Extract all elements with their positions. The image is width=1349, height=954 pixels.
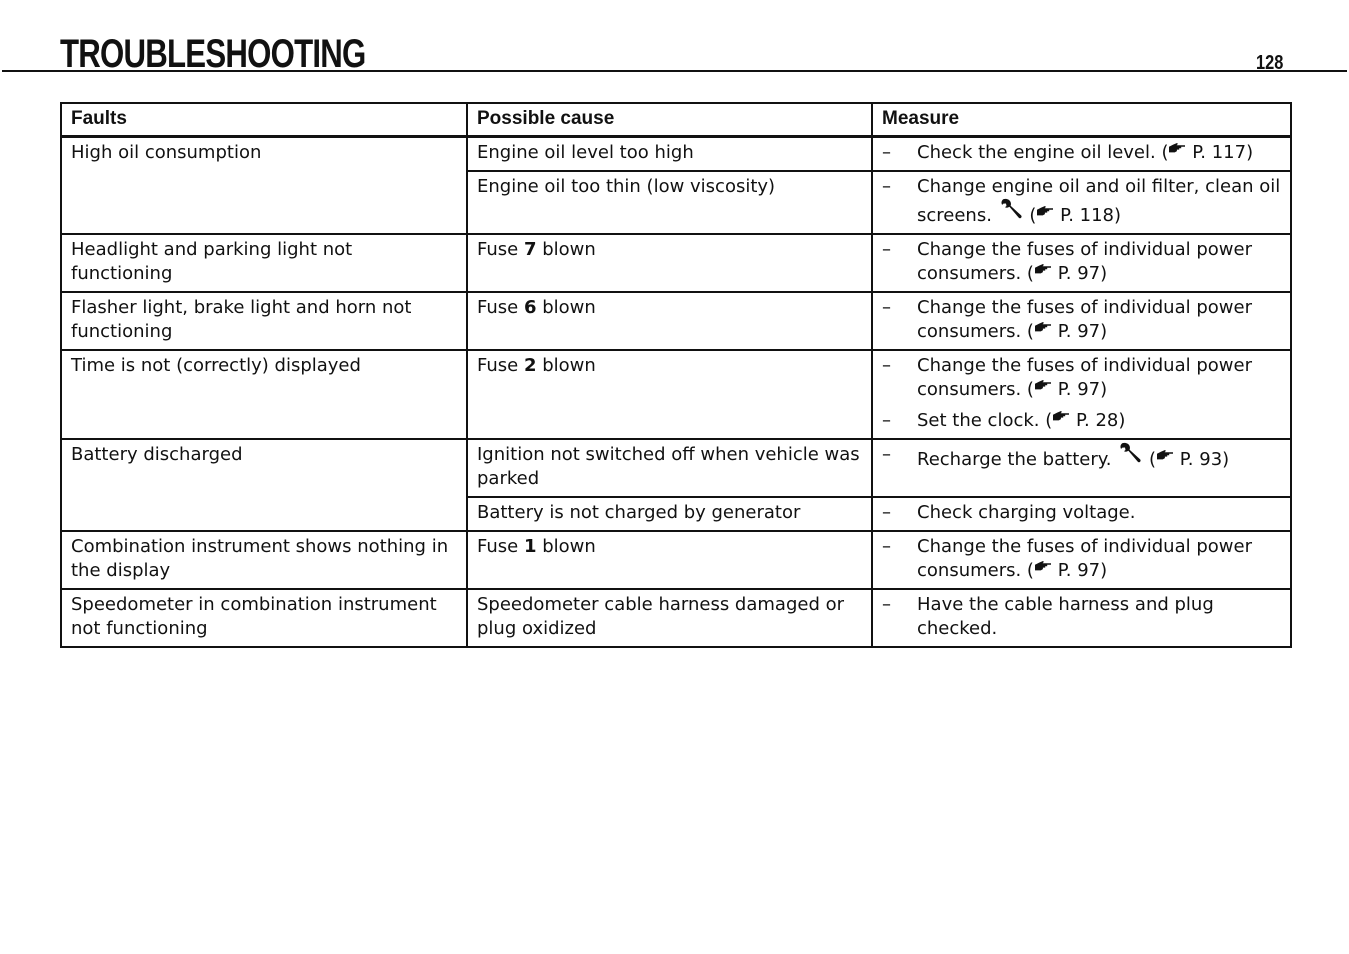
measure-cell (872, 292, 1291, 350)
table-row (61, 292, 1291, 350)
fault-cell: Combination instrument shows nothing in the display (61, 531, 467, 589)
column-header-faults: Faults (61, 103, 467, 137)
measure-text: Check charging voltage. (917, 502, 1136, 523)
closing-paren: ) (1100, 379, 1108, 400)
cause-text: Fuse (477, 355, 524, 376)
pointing-hand-icon (1036, 200, 1054, 224)
page-reference: P. 97 (1057, 321, 1101, 342)
measure-item (882, 141, 1281, 165)
pointing-hand-icon (1168, 137, 1186, 161)
fuse-number: 6 (523, 297, 537, 318)
table-row (61, 531, 1291, 589)
measure-text: Change engine oil and oil filter, clean oil screens. (917, 176, 1281, 226)
measure-cell (872, 171, 1291, 234)
cause-text: Engine oil level too high (477, 142, 694, 163)
cause-cell (467, 439, 872, 497)
fault-cell: Headlight and parking light not functioning (61, 234, 467, 292)
measure-text: Set the clock. ( (917, 410, 1053, 431)
measure-item: – Recharge the battery. ( P. 93) (882, 444, 1230, 470)
fault-cell: Battery discharged (61, 439, 467, 531)
measure-item (882, 593, 1281, 641)
cause-cell (467, 171, 872, 234)
cause-text: Engine oil too thin (low viscosity) (477, 176, 776, 197)
pointing-hand-icon (1052, 405, 1070, 429)
bullet-dash: – (882, 536, 891, 557)
measure-cell (872, 497, 1291, 531)
measure-item (882, 501, 1281, 525)
header-rule (2, 70, 1347, 72)
closing-paren: ) (1114, 205, 1122, 226)
closing-paren: ) (1100, 560, 1108, 581)
cause-text: Speedometer cable harness damaged or plug oxidized (477, 594, 845, 639)
fault-cell: Time is not (correctly) displayed (61, 350, 467, 439)
measure-text: Change the fuses of individual power consumers. ( (917, 297, 1252, 342)
closing-paren: ) (1246, 142, 1254, 163)
page-title: TROUBLESHOOTING (60, 32, 366, 76)
column-header-measure: Measure (872, 103, 1291, 137)
measure-text: Have the cable harness and plug checked. (917, 594, 1214, 639)
fault-cell: High oil consumption (61, 137, 467, 235)
pointing-hand-icon (1034, 316, 1052, 340)
measure-item (882, 354, 1281, 402)
measure-item (882, 296, 1281, 344)
measure-item (882, 238, 1281, 286)
cause-text: Ignition not switched off when vehicle was parked (477, 444, 860, 489)
measure-cell (872, 439, 1291, 497)
pointing-hand-icon (1034, 258, 1052, 282)
measure-text: Recharge the battery. (917, 449, 1112, 470)
cause-cell (467, 137, 872, 172)
table-row (61, 589, 1291, 647)
page-reference: P. 28 (1075, 410, 1119, 431)
table-row (61, 137, 1291, 172)
page-number: 128 (1256, 52, 1284, 74)
page-reference: P. 117 (1192, 142, 1247, 163)
cause-text: Battery is not charged by generator (477, 502, 801, 523)
fuse-number: 7 (523, 239, 537, 260)
cause-text: blown (536, 239, 596, 260)
measure-item: – Change engine oil and oil filter, clean oil screens. ( P. 118) (882, 176, 1281, 226)
measure-item (882, 409, 1281, 433)
bullet-dash: – (882, 410, 891, 431)
cause-text: Fuse (477, 239, 524, 260)
bullet-dash: – (882, 239, 891, 260)
cause-text: blown (536, 297, 596, 318)
fuse-number: 1 (523, 536, 537, 557)
bullet-dash: – (882, 355, 891, 376)
table-row (61, 234, 1291, 292)
table-body (61, 137, 1291, 648)
pointing-hand-icon (1034, 374, 1052, 398)
page-reference: P. 118 (1060, 205, 1115, 226)
bullet-dash: – (882, 142, 891, 163)
bullet-dash: – (882, 594, 891, 615)
bullet-dash: – (882, 176, 891, 197)
table-row (61, 350, 1291, 439)
table-row (61, 439, 1291, 497)
page-reference: P. 97 (1057, 379, 1101, 400)
fault-cell: Speedometer in combination instrument not functioning (61, 589, 467, 647)
cause-cell (467, 350, 872, 439)
measure-text: Change the fuses of individual power consumers. ( (917, 355, 1252, 400)
cause-cell (467, 292, 872, 350)
measure-item (882, 535, 1281, 583)
pointing-hand-icon (1034, 555, 1052, 579)
bullet-dash: – (882, 297, 891, 318)
measure-text: Change the fuses of individual power consumers. ( (917, 536, 1252, 581)
cause-text: Fuse (477, 536, 524, 557)
cause-text: blown (536, 355, 596, 376)
cause-cell (467, 497, 872, 531)
wrench-icon (1119, 442, 1141, 471)
closing-paren: ) (1100, 263, 1108, 284)
table-header-row (61, 103, 1291, 137)
cause-cell (467, 589, 872, 647)
pointing-hand-icon (1156, 444, 1174, 468)
wrench-icon (1000, 198, 1022, 227)
bullet-dash: – (882, 502, 891, 523)
measure-cell (872, 589, 1291, 647)
measure-cell (872, 137, 1291, 172)
fuse-number: 2 (523, 355, 537, 376)
fault-cell: Flasher light, brake light and horn not functioning (61, 292, 467, 350)
measure-text: Change the fuses of individual power consumers. ( (917, 239, 1252, 284)
cause-text: blown (536, 536, 596, 557)
column-header-possible-cause: Possible cause (467, 103, 872, 137)
closing-paren: ) (1222, 449, 1230, 470)
closing-paren: ) (1100, 321, 1108, 342)
measure-text: Check the engine oil level. ( (917, 142, 1169, 163)
measure-cell (872, 234, 1291, 292)
troubleshooting-table (60, 102, 1292, 648)
page-reference: P. 97 (1057, 263, 1101, 284)
closing-paren: ) (1118, 410, 1126, 431)
measure-cell (872, 350, 1291, 439)
bullet-dash: – (882, 444, 891, 465)
cause-text: Fuse (477, 297, 524, 318)
page-reference: P. 97 (1057, 560, 1101, 581)
cause-cell (467, 234, 872, 292)
page-reference: P. 93 (1179, 449, 1223, 470)
measure-cell (872, 531, 1291, 589)
cause-cell (467, 531, 872, 589)
